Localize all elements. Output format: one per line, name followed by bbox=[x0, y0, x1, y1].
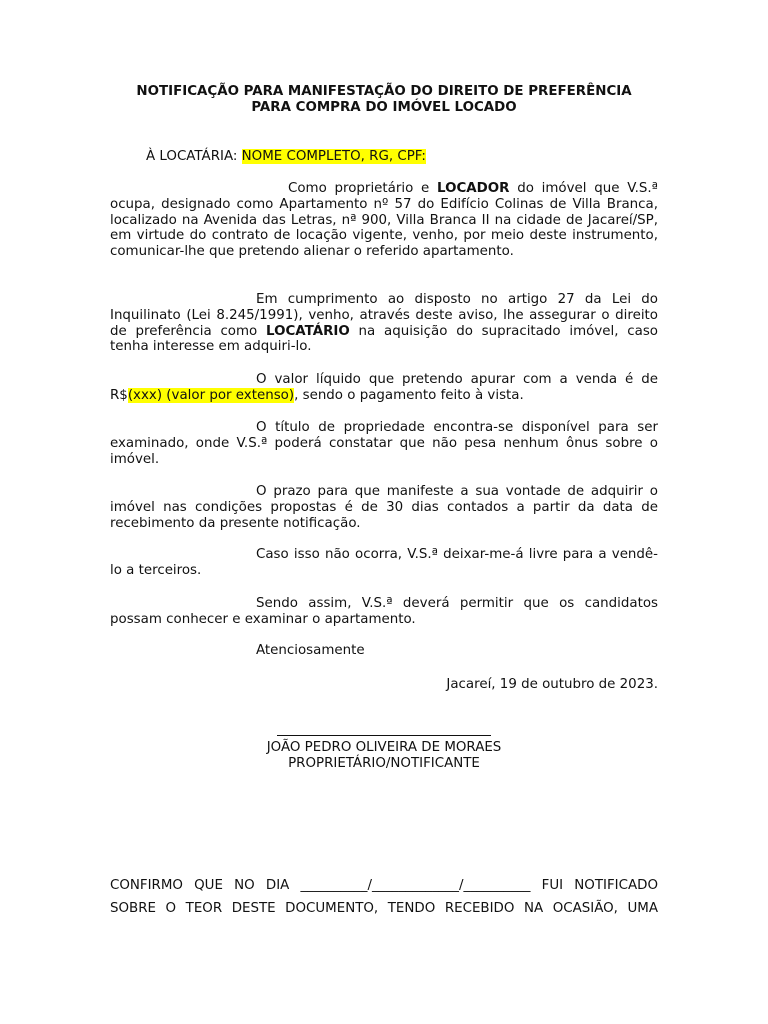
addressee-label: À LOCATÁRIA: bbox=[146, 149, 242, 164]
signatory-role: PROPRIETÁRIO/NOTIFICANTE bbox=[288, 756, 480, 771]
signatory-name: JOÃO PEDRO OLIVEIRA DE MORAES bbox=[266, 740, 502, 755]
p3-text-after: , sendo o pagamento feito à vista. bbox=[294, 387, 524, 403]
paragraph-2 bbox=[110, 292, 658, 355]
addressee-placeholder: NOME COMPLETO, RG, CPF: bbox=[241, 149, 426, 164]
paragraph-4: O título de propriedade encontra-se disponível para ser examinado, onde V.S.ª poderá constatar que não pesa nenhum ônus sobre o imóvel. bbox=[110, 420, 658, 467]
paragraph-5: O prazo para que manifeste a sua vontade de adquirir o imóvel nas condições propostas é de 30 dias contados a partir da data de recebimento da presente notificação. bbox=[110, 484, 658, 531]
addressee-line bbox=[146, 148, 426, 165]
confirmation-line-2: SOBRE O TEOR DESTE DOCUMENTO, TENDO RECEBIDO NA OCASIÃO, UMA bbox=[110, 901, 658, 916]
title-line-1: NOTIFICAÇÃO PARA MANIFESTAÇÃO DO DIREITO DE PREFERÊNCIA bbox=[136, 84, 632, 99]
p1-text-before: Como proprietário e bbox=[288, 181, 438, 196]
p1-text-after: do imóvel que V.S.ª ocupa, designado como Apartamento nº 57 do Edifício Colinas de Villa Branca, localizado na Avenida das Letras, nª 900, Villa Branca II na cidade de Jacareí/SP, em virtude do contrato de locação vigente, venho, por meio deste instrumento, comunicar-lhe que pretendo alienar o referido apartamento. bbox=[110, 181, 658, 260]
p2-text-before: Em cumprimento ao disposto no artigo 27 da Lei do Inquilinato (Lei 8.245/1991), venho, através deste aviso, lhe assegurar o direito de preferência como bbox=[110, 292, 658, 339]
paragraph-1 bbox=[110, 181, 658, 260]
confirmation-line-1: CONFIRMO QUE NO DIA __________/_____________/__________ FUI NOTIFICADO bbox=[110, 878, 658, 893]
p2-bold: LOCATÁRIO bbox=[266, 323, 350, 339]
p3-text-before: O valor líquido que pretendo apurar com a venda é de R$ bbox=[110, 372, 658, 403]
paragraph-7: Sendo assim, V.S.ª deverá permitir que os candidatos possam conhecer e examinar o apartamento. bbox=[110, 596, 658, 627]
date-line: Jacareí, 19 de outubro de 2023. bbox=[446, 677, 658, 692]
closing: Atenciosamente bbox=[256, 643, 365, 658]
title-line-2: PARA COMPRA DO IMÓVEL LOCADO bbox=[251, 100, 517, 115]
signature-line bbox=[277, 723, 491, 736]
paragraph-6: Caso isso não ocorra, V.S.ª deixar-me-á livre para a vendê-lo a terceiros. bbox=[110, 547, 658, 578]
p2-text-after: na aquisição do supracitado imóvel, caso tenha interesse em adquiri-lo. bbox=[110, 323, 658, 355]
p3-highlight: (xxx) (valor por extenso) bbox=[127, 387, 295, 403]
p1-bold: LOCADOR bbox=[437, 181, 510, 196]
paragraph-3 bbox=[110, 372, 658, 404]
document-title bbox=[110, 84, 658, 116]
